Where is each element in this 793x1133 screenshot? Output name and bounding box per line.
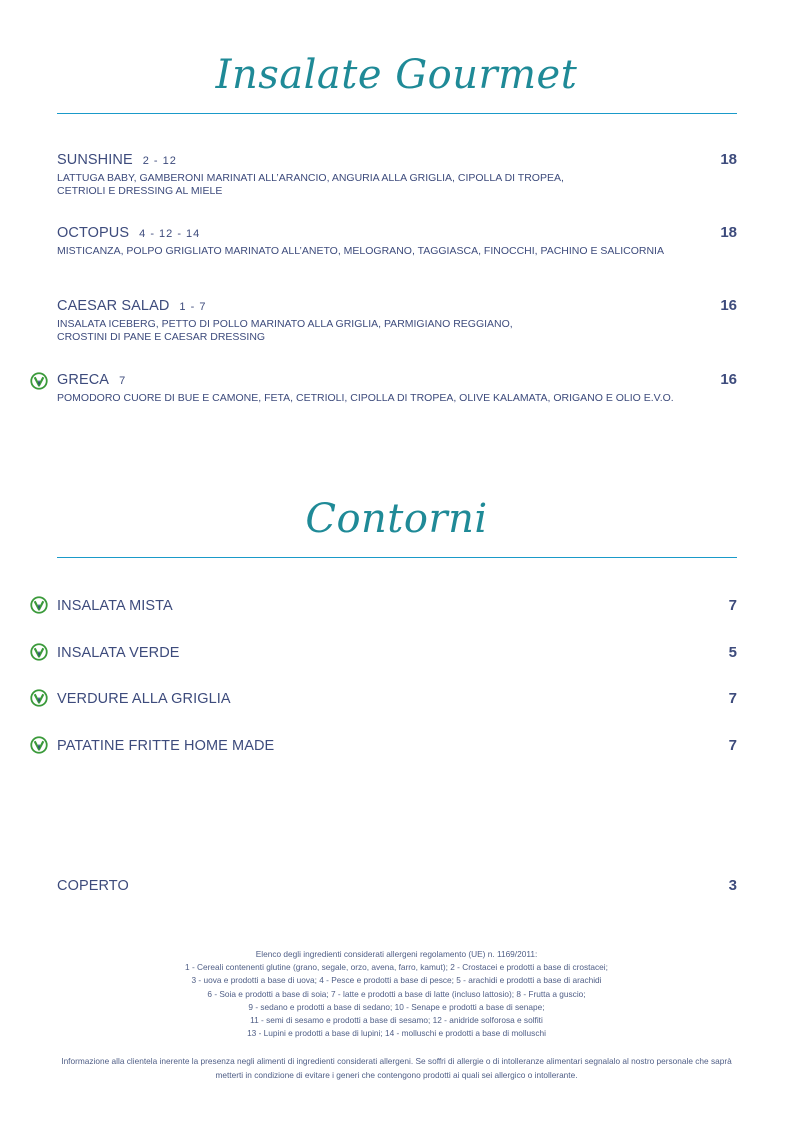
menu-item [57, 597, 737, 617]
item-description: INSALATA ICEBERG, PETTO DI POLLO MARINATO ALLA GRIGLIA, PARMIGIANO REGGIANO, CROSTINI DI PANE E CAESAR DRESSING [57, 318, 513, 343]
menu-item [57, 151, 737, 198]
item-price: 7 [728, 737, 737, 754]
menu-item [57, 690, 737, 710]
allergen-line: Elenco degli ingredienti considerati allergeni regolamento (UE) n. 1169/2011: [255, 949, 538, 959]
item-name: INSALATA MISTA [57, 598, 173, 614]
menu-item [57, 297, 737, 344]
item-allergens: 2 - 12 [142, 155, 177, 167]
contorni-divider [57, 557, 737, 558]
item-description: MISTICANZA, POLPO GRIGLIATO MARINATO ALL’ANETO, MELOGRANO, TAGGIASCA, FINOCCHI, PACHINO E SALICORNIA [57, 245, 664, 257]
item-price: 7 [728, 597, 737, 614]
vegetarian-leaf-icon [30, 689, 48, 707]
vegetarian-leaf-icon [30, 372, 48, 390]
item-allergens: 4 - 12 - 14 [139, 228, 201, 240]
menu-item [57, 371, 737, 405]
coperto-row [57, 877, 737, 897]
insalate-title: Insalate Gourmet [215, 52, 578, 98]
item-name: CAESAR SALAD [57, 298, 170, 314]
allergen-line: 13 - Lupini e prodotti a base di lupini; 14 - molluschi e prodotti a base di molluschi [247, 1028, 546, 1039]
item-name: INSALATA VERDE [57, 645, 180, 661]
item-description: LATTUGA BABY, GAMBERONI MARINATI ALL’ARANCIO, ANGURIA ALLA GRIGLIA, CIPOLLA DI TROPEA, CETRIOLI E DRESSING AL MIELE [57, 172, 564, 197]
menu-item [57, 224, 737, 258]
vegetarian-leaf-icon [30, 736, 48, 754]
allergen-line: 9 - sedano e prodotti a base di sedano; 10 - Senape e prodotti a base di senape; [248, 1001, 545, 1012]
allergen-line: 1 - Cereali contenenti glutine (grano, segale, orzo, avena, farro, kamut); 2 - Crostacei e prodotti a base di crostacei; [185, 962, 608, 973]
coperto-label: COPERTO [57, 878, 129, 894]
contorni-title: Contorni [305, 496, 488, 542]
item-price: 5 [728, 644, 737, 661]
item-name: VERDURE ALLA GRIGLIA [57, 691, 231, 707]
item-price: 16 [720, 297, 737, 314]
menu-item [57, 644, 737, 664]
item-allergens: 1 - 7 [179, 301, 207, 313]
item-price: 18 [720, 224, 737, 241]
vegetarian-leaf-icon [30, 643, 48, 661]
allergen-list [0, 948, 793, 1040]
item-price: 7 [728, 690, 737, 707]
item-allergens: 7 [119, 375, 127, 387]
item-price: 16 [720, 371, 737, 388]
item-price: 18 [720, 151, 737, 168]
menu-item [57, 737, 737, 757]
item-name: PATATINE FRITTE HOME MADE [57, 738, 275, 754]
allergen-line: 3 - uova e prodotti a base di uova; 4 - Pesce e prodotti a base di pesce; 5 - arachidi e prodotti a base di arachidi [191, 975, 602, 986]
customer-allergy-note: Informazione alla clientela inerente la presenza negli alimenti di ingredienti considerati allergeni. Se soffri di allergie o di intolleranze alimentari segnalalo al nostro personale che saprà metterti in condizione di evitare i generi che contengono prodotti ai quali sei allergico o intollerante. [61, 1056, 732, 1080]
allergen-line: 6 - Soia e prodotti a base di soia; 7 - latte e prodotti a base di latte (incluso lattosio); 8 - Frutta a guscio; [207, 988, 586, 999]
vegetarian-leaf-icon [30, 596, 48, 614]
item-description: POMODORO CUORE DI BUE E CAMONE, FETA, CETRIOLI, CIPOLLA DI TROPEA, OLIVE KALAMATA, ORIGANO E OLIO E.V.O. [57, 392, 674, 404]
insalate-divider [57, 113, 737, 114]
item-name: OCTOPUS [57, 225, 130, 241]
allergen-line: 11 - semi di sesamo e prodotti a base di sesamo; 12 - anidride solforosa e solfiti [250, 1015, 543, 1026]
coperto-price: 3 [728, 877, 737, 894]
item-name: SUNSHINE [57, 152, 133, 168]
item-name: GRECA [57, 372, 110, 388]
